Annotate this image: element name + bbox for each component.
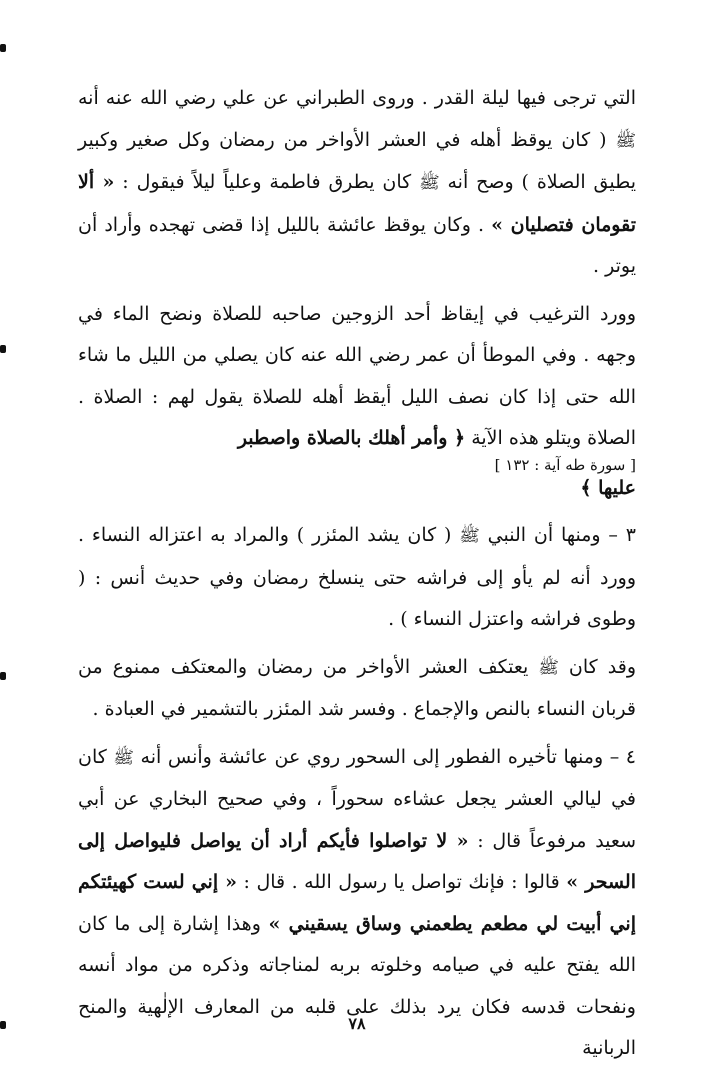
text-run: كان يطرق فاطمة وعلياً ليلاً فيقول : (114, 171, 420, 193)
text-run: يعتكف العشر الأواخر من رمضان والمعتكف ممنوع من قربان النساء بالنص والإجماع . وفسر شد المئزر بالتشمير في العبادة . (78, 655, 636, 720)
emphasis-text: ﴿ وأمر أهلك بالصلاة واصطبر (237, 427, 466, 449)
text-run: ( كان يشد المئزر ) والمراد به اعتزاله النساء . وورد أنه لم يأو إلى فراشه حتى ينسلخ رمضان وفي حديث أنس : ( وطوى فراشه واعتزل النساء ) . (78, 524, 636, 630)
text-run: وقد كان (558, 655, 636, 678)
paragraph-2 (78, 294, 636, 510)
paragraph-3 (78, 515, 636, 641)
text-run: . وكان يوقظ عائشة بالليل إذا قضى تهجده وأراد أن يوتر . (78, 213, 636, 277)
honorific-symbol: ﷺ (615, 130, 636, 151)
emphasis-text: « ألا تقومان فتصليان » (78, 171, 637, 236)
paragraph-1 (78, 78, 636, 288)
text-run: التي ترجى فيها ليلة القدر . وروى الطبراني عن علي رضي الله عنه أنه (78, 87, 636, 109)
honorific-symbol: ﷺ (113, 747, 134, 768)
margin-mark-top (0, 44, 6, 52)
emphasis-text: عليها ﴾ (580, 476, 636, 499)
text-run: ٣ – ومنها أن النبي (479, 524, 636, 546)
text-run: ٤ – ومنها تأخيره الفطور إلى السحور روي عن عائشة وأنس أنه (133, 745, 636, 768)
honorific-symbol: ﷺ (419, 173, 440, 193)
honorific-symbol: ﷺ (459, 526, 480, 546)
text-run: قالوا : فإنك تواصل يا رسول الله . قال : (237, 871, 567, 893)
text-run: كان في ليالي العشر يجعل عشاءه سحوراً ، وفي صحيح البخاري عن أبي سعيد مرفوعاً قال : (78, 745, 636, 852)
text-run: ( كان يوقظ أهله في العشر الأواخر من رمضان وكل صغير وكبير يطيق الصلاة ) وصح أنه (78, 128, 636, 193)
margin-mark-middle (0, 672, 6, 680)
page-body (78, 78, 636, 1076)
emphasis-text: « إني لست كهيئتكم إني أبيت لي مطعم يطعمني وساق يسقيني » (78, 871, 636, 935)
emphasis-text: « لا تواصلوا فأيكم أراد أن يواصل فليواصل إلى السحر » (78, 829, 636, 893)
honorific-symbol: ﷺ (538, 657, 559, 678)
page-number: ٧٨ (348, 1014, 366, 1033)
quran-citation: [ سورة طه آية : ١٣٢ ] (494, 455, 636, 474)
margin-mark-upper (0, 345, 6, 353)
text-run: وهذا إشارة إلى ما كان الله يفتح عليه في صيامه وخلوته بربه لمناجاته وذكره من مواد أنسه ونفحات قدسه فكان يرد بذلك على قلبه من المعارف الإلٰهية والمنح الربانية (78, 912, 636, 1059)
text-run: وورد الترغيب في إيقاظ أحد الزوجين صاحبه للصلاة ونضح الماء في وجهه . وفي الموطأ أن عمر رضي الله عنه كان يصلي من الليل ما شاء الله حتى إذا كان نصف الليل أيقظ أهله للصلاة يقول لهم : الصلاة . الصلاة ويتلو هذه الآية (78, 302, 636, 449)
paragraph-4 (78, 647, 636, 731)
